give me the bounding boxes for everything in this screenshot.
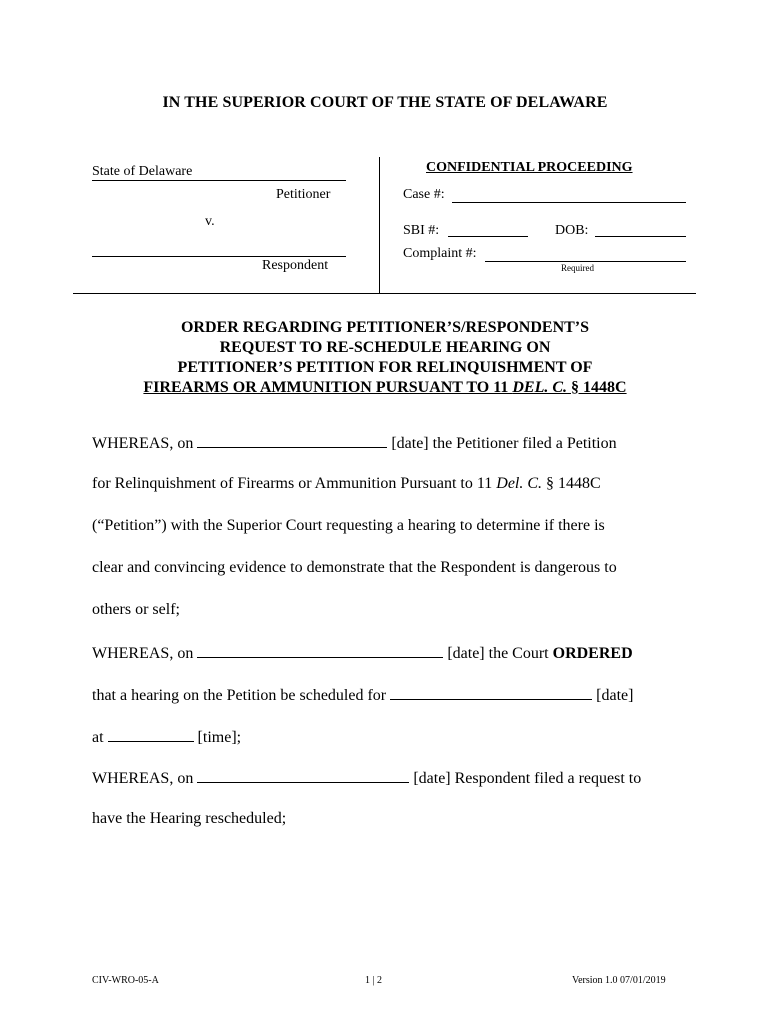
caption-bottom-rule	[73, 293, 696, 294]
order-title-line-3: PETITIONER’S PETITION FOR RELINQUISHMENT OF	[177, 359, 593, 376]
order-title-line-4-a: FIREARMS OR AMMUNITION PURSUANT TO 11	[143, 379, 513, 396]
p2-line-3	[92, 727, 241, 747]
order-title	[80, 318, 690, 398]
p1-l2-a: for Relinquishment of Firearms or Ammunition Pursuant to 11	[92, 475, 497, 492]
p2-l1-b: [date] the Court	[443, 645, 553, 662]
petitioner-label: Petitioner	[276, 187, 331, 202]
respondent-label: Respondent	[262, 258, 329, 273]
p1-l2-cite: Del. C.	[496, 475, 543, 492]
p1-line-2	[92, 475, 601, 493]
footer-form-id: CIV-WRO-05-A	[92, 975, 159, 986]
versus-label: v.	[205, 214, 215, 229]
p2-l3-b: [time];	[193, 729, 242, 746]
respondent-name-line	[92, 256, 346, 257]
p1-line-3: (“Petition”) with the Superior Court requesting a hearing to determine if there is	[92, 517, 605, 534]
request-date-field[interactable]	[197, 768, 409, 783]
order-title-line-4-cite: DEL. C.	[512, 379, 568, 396]
dob-field[interactable]	[595, 236, 686, 237]
p1-l1-a: WHEREAS, on	[92, 435, 198, 452]
petition-date-field[interactable]	[197, 433, 387, 448]
p3-l1-b: [date] Respondent filed a request to	[409, 770, 642, 787]
complaint-label: Complaint #:	[403, 246, 477, 261]
p3-l1-a: WHEREAS, on	[92, 770, 198, 787]
dob-label: DOB:	[555, 223, 589, 238]
order-title-line-4	[80, 378, 690, 398]
hearing-date-field[interactable]	[390, 685, 592, 700]
p1-line-1	[92, 433, 617, 453]
footer-page-number: 1 | 2	[365, 975, 383, 986]
order-title-line-2: REQUEST TO RE-SCHEDULE HEARING ON	[219, 339, 551, 356]
p3-line-2: have the Hearing rescheduled;	[92, 810, 287, 827]
sbi-label: SBI #:	[403, 223, 440, 238]
p1-line-4: clear and convincing evidence to demonstrate that the Respondent is dangerous to	[92, 559, 617, 576]
p2-l3-a: at	[92, 729, 108, 746]
case-number-label: Case #:	[403, 187, 445, 202]
case-number-field[interactable]	[452, 202, 686, 203]
p2-l2-a: that a hearing on the Petition be scheduled for	[92, 687, 391, 704]
order-date-field[interactable]	[197, 643, 443, 658]
p1-line-5: others or self;	[92, 601, 180, 618]
p2-line-1	[92, 643, 633, 663]
state-label: State of Delaware	[92, 164, 193, 179]
court-title: IN THE SUPERIOR COURT OF THE STATE OF DELAWARE	[162, 94, 608, 111]
p3-line-1	[92, 768, 641, 788]
sbi-field[interactable]	[448, 236, 528, 237]
p2-l1-ordered: ORDERED	[552, 645, 633, 662]
confidential-heading: CONFIDENTIAL PROCEEDING	[426, 160, 633, 175]
p1-l2-c: § 1448C	[542, 475, 601, 492]
complaint-field[interactable]	[485, 261, 686, 262]
hearing-time-field[interactable]	[108, 727, 194, 742]
p1-l1-b: [date] the Petitioner filed a Petition	[387, 435, 617, 452]
p2-l2-b: [date]	[592, 687, 634, 704]
order-title-line-1: ORDER REGARDING PETITIONER’S/RESPONDENT’S	[180, 319, 590, 336]
state-underline	[92, 180, 346, 181]
p2-l1-a: WHEREAS, on	[92, 645, 198, 662]
required-note: Required	[561, 263, 594, 273]
footer-version: Version 1.0 07/01/2019	[572, 975, 666, 986]
caption-divider	[379, 157, 380, 294]
p2-line-2	[92, 685, 633, 705]
order-title-line-4-c: § 1448C	[567, 379, 627, 396]
